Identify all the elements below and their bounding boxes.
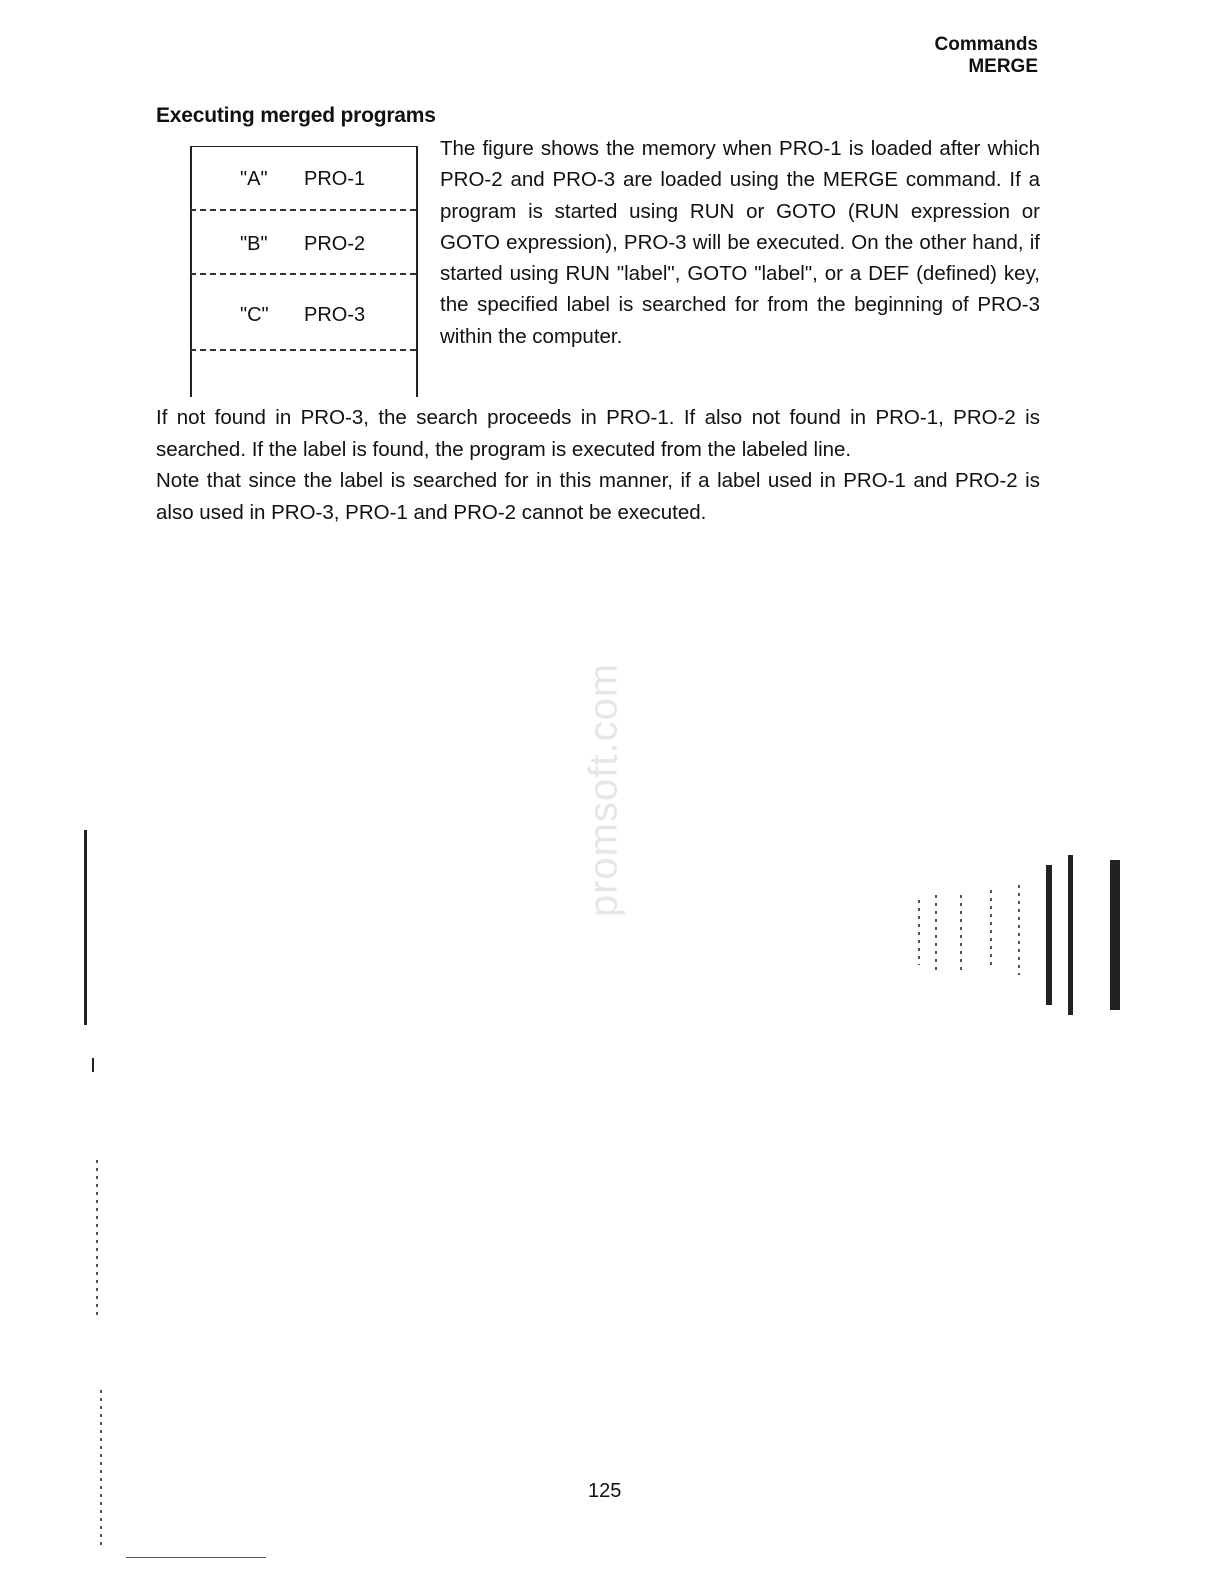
body-text	[156, 402, 1040, 528]
scan-edge-mark	[100, 1390, 102, 1550]
memory-diagram	[190, 146, 418, 397]
scan-noise	[918, 900, 920, 965]
memory-segment-pro-2	[192, 222, 416, 266]
paragraph-note: Note that since the label is searched for in this manner, if a label used in PRO-1 and PRO-2 is also used in PRO-3, PRO-1 and PRO-2 cannot be executed.	[156, 469, 1040, 524]
scan-noise	[935, 895, 937, 970]
header-section: Commands	[934, 34, 1038, 55]
scan-noise	[1046, 865, 1052, 1005]
scan-noise	[1018, 885, 1020, 975]
section-title: Executing merged programs	[156, 104, 436, 127]
scan-noise	[990, 890, 992, 970]
footnote-rule	[126, 1557, 266, 1558]
segment-label: "C"	[240, 304, 269, 326]
scan-noise	[960, 895, 962, 970]
segment-divider	[190, 209, 416, 211]
scan-edge-mark	[84, 830, 87, 1025]
memory-segment-pro-3	[192, 293, 416, 337]
page-number: 125	[588, 1480, 622, 1502]
segment-program: PRO-2	[304, 233, 366, 255]
header-command: MERGE	[968, 56, 1038, 77]
segment-divider	[190, 273, 416, 275]
scan-noise	[1068, 855, 1073, 1015]
scan-edge-mark	[96, 1160, 98, 1320]
segment-divider	[190, 349, 416, 351]
page-header	[935, 34, 1038, 78]
segment-label: "A"	[240, 168, 268, 190]
watermark: promsoft.com	[581, 662, 626, 918]
paragraph-search-order: If not found in PRO-3, the search proceeds in PRO-1. If also not found in PRO-1, PRO-2 is searched. If the label is found, the program is executed from the labeled line.	[156, 406, 1040, 461]
scan-edge-mark	[92, 1058, 94, 1072]
segment-label: "B"	[240, 233, 268, 255]
scan-noise	[1110, 860, 1120, 1010]
memory-segment-pro-1	[192, 157, 416, 201]
segment-program: PRO-3	[304, 304, 366, 326]
intro-paragraph: The figure shows the memory when PRO-1 is loaded after which PRO-2 and PRO-3 are loaded using the MERGE command. If a program is started using RUN or GOTO (RUN expression or GOTO expression), PRO-3 will be executed. On the other hand, if started using RUN "label", GOTO "label", or a DEF (defined) key, the specified label is searched for from the beginning of PRO-3 within the computer.	[440, 137, 1040, 348]
segment-program: PRO-1	[304, 168, 366, 190]
